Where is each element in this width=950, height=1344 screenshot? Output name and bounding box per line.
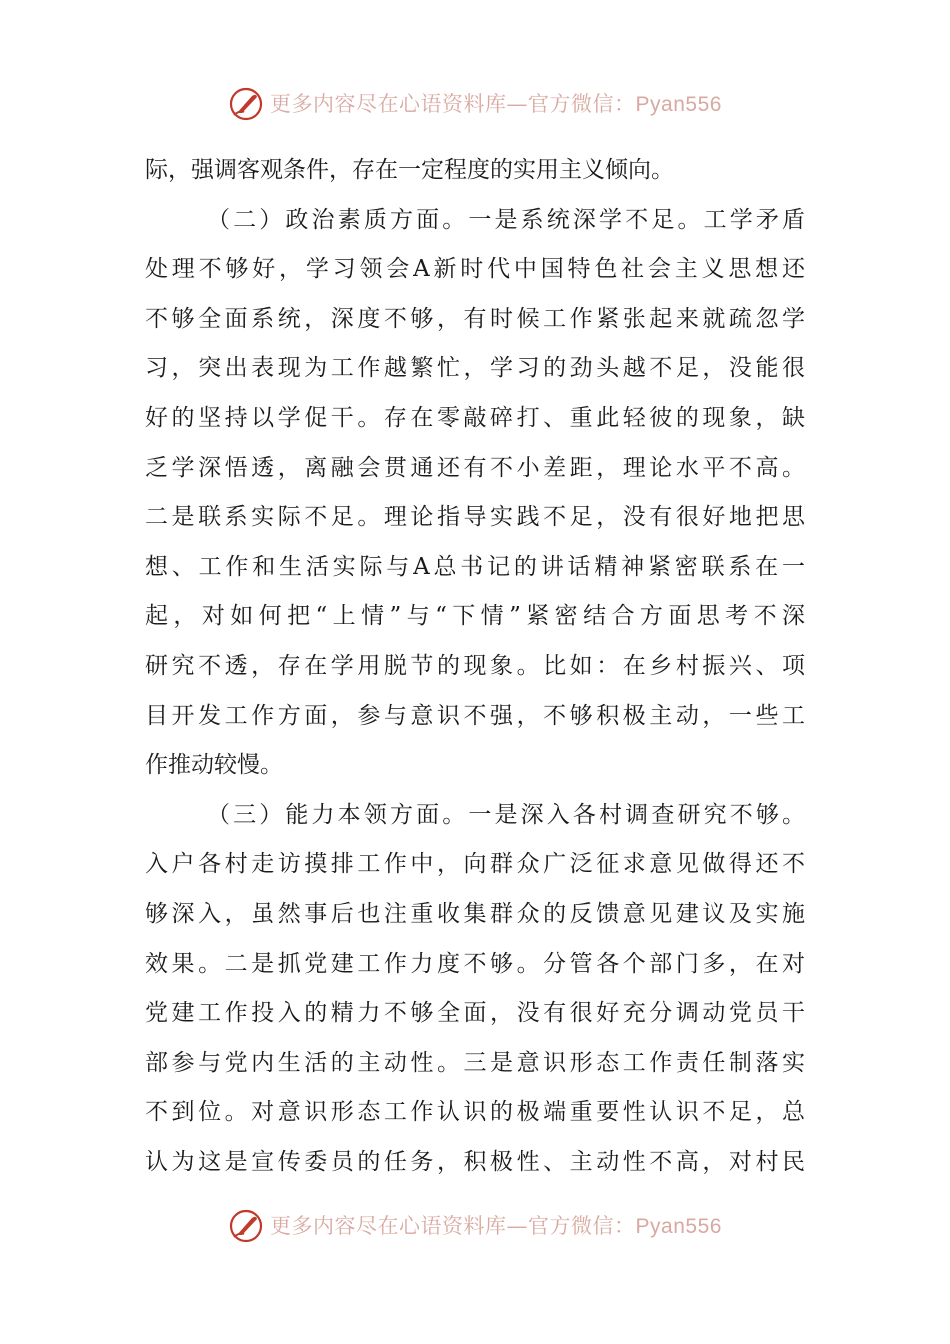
quill-logo-icon	[228, 1208, 264, 1244]
text-line: 不够全面系统，深度不够，有时候工作紧张起来就疏忽学	[145, 305, 805, 332]
text-line: 部参与党内生活的主动性。三是意识形态工作责任制落实	[145, 1049, 805, 1076]
header-watermark-cn: 更多内容尽在心语资料库—官方微信：	[270, 91, 636, 116]
text-line: 习，突出表现为工作越繁忙，学习的劲头越不足，没能很	[145, 355, 805, 382]
header-watermark-text	[270, 84, 722, 125]
text-line: 作推动较慢。	[145, 752, 283, 779]
text-line: 二是联系实际不足。理论指导实践不足，没有很好地把思	[145, 504, 805, 531]
text-line: 党建工作投入的精力不够全面，没有很好充分调动党员干	[145, 1000, 805, 1027]
footer-watermark-id: Pyan556	[635, 1214, 722, 1238]
text-line: 效果。二是抓党建工作力度不够。分管各个部门多，在对	[145, 950, 805, 977]
text-line: 目开发工作方面，参与意识不强，不够积极主动，一些工	[145, 702, 805, 729]
text-line: （二）政治素质方面。一是系统深学不足。工学矛盾	[207, 206, 805, 233]
text-line: 好的坚持以学促干。存在零敲碎打、重此轻彼的现象，缺	[145, 404, 805, 431]
text-line: 想、工作和生活实际与A总书记的讲话精神紧密联系在一	[145, 553, 805, 580]
text-line: 研究不透，存在学用脱节的现象。比如：在乡村振兴、项	[145, 652, 805, 679]
text-line: 起，对如何把“上情”与“下情”紧密结合方面思考不深	[145, 603, 805, 630]
quill-logo-icon	[228, 86, 264, 122]
footer-watermark-banner	[0, 1206, 950, 1246]
header-watermark-id: Pyan556	[635, 92, 722, 116]
footer-watermark-text	[270, 1206, 722, 1247]
text-line: 入户各村走访摸排工作中，向群众广泛征求意见做得还不	[145, 851, 805, 878]
text-line: 认为这是宣传委员的任务，积极性、主动性不高，对村民	[145, 1148, 805, 1175]
text-line: 处理不够好，学习领会A新时代中国特色社会主义思想还	[145, 256, 805, 283]
text-line: （三）能力本领方面。一是深入各村调查研究不够。	[207, 801, 805, 828]
header-watermark-banner	[0, 84, 950, 124]
footer-watermark-cn: 更多内容尽在心语资料库—官方微信：	[270, 1213, 636, 1238]
text-line: 乏学深悟透，离融会贯通还有不小差距，理论水平不高。	[145, 454, 805, 481]
text-line: 际，强调客观条件，存在一定程度的实用主义倾向。	[145, 157, 674, 183]
text-line: 够深入，虽然事后也注重收集群众的反馈意见建议及实施	[145, 900, 805, 927]
document-body	[145, 146, 805, 1187]
text-line: 不到位。对意识形态工作认识的极端重要性认识不足，总	[145, 1099, 805, 1126]
